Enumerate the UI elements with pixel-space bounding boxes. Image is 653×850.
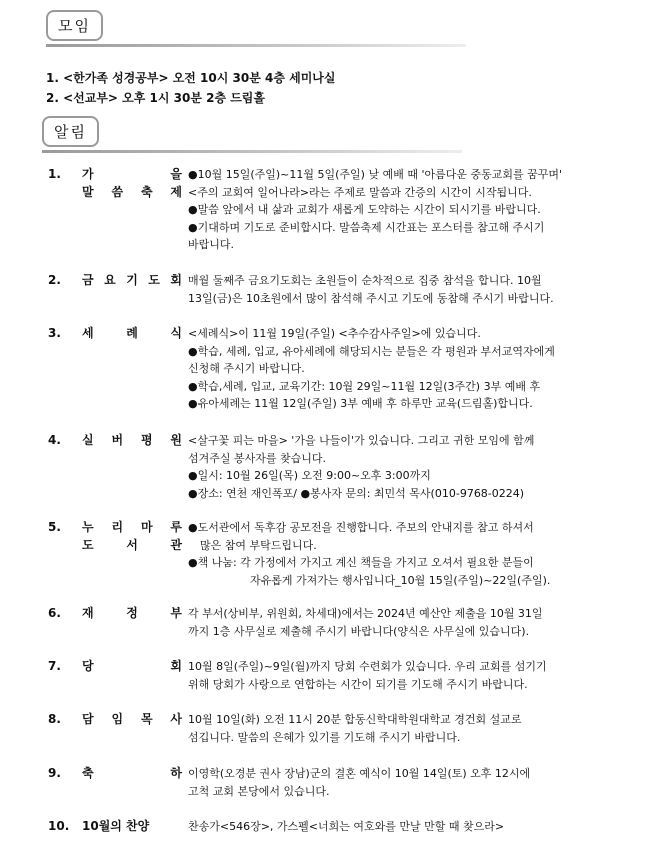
notice-label <box>82 432 182 450</box>
notice-number: 5. <box>48 520 61 534</box>
notice-label-line <box>82 272 182 290</box>
notice-label-char: 누 <box>82 520 94 534</box>
notice-label <box>82 519 182 554</box>
notice-label-char: 가 <box>82 167 94 181</box>
notice-label-line <box>82 658 182 676</box>
notice-label-line <box>82 765 182 783</box>
notice-label-char: 도 <box>148 273 160 287</box>
notice-content-line: ●학습,세례, 입교, 교육기간: 10월 29일~11월 12일(3주간) 3부 예배 후 <box>188 379 541 393</box>
notice-section-title <box>42 116 99 147</box>
notice-label-char: 관 <box>170 537 182 552</box>
notice-label-char: 10월의 찬양 <box>82 819 150 833</box>
gathering-section-divider <box>46 44 466 47</box>
notice-content-line: ●10월 15일(주일)~11월 5일(주일) 낮 예배 때 '아름다운 중동교회를 꿈꾸며' <box>188 168 563 181</box>
notice-content <box>188 272 643 307</box>
notice-label-char: 마 <box>140 520 153 534</box>
notice-content-line: 섬깁니다. 말씀의 은혜가 있기를 기도해 주시기 바랍니다. <box>188 730 461 744</box>
notice-label-char: 제 <box>170 184 182 199</box>
notice-label-char: 리 <box>111 520 124 534</box>
notice-label-char: 목 <box>140 712 153 726</box>
notice-content-line: <주의 교회여 일어나라>라는 주제로 말씀과 간증의 시간이 시작됩니다. <box>188 185 532 199</box>
notice-label-char: 평 <box>140 433 153 447</box>
notice-content-line: 매월 둘째주 금요기도회는 초원들이 순차적으로 집중 참석을 합니다. 10월 <box>188 274 542 287</box>
notice-label-line <box>82 166 182 184</box>
notice-content-line: 섬겨주실 봉사자를 찾습니다. <box>188 451 327 465</box>
gathering-section-title-text: 모임 <box>58 17 91 35</box>
notice-content-line: ●책 나눔: 각 가정에서 가지고 계신 책들을 가지고 오셔서 필요한 분들이 <box>188 556 534 569</box>
notice-content <box>188 605 643 640</box>
notice-label-line <box>82 184 182 202</box>
notice-content-line: ●도서관에서 독후감 공모전을 진행합니다. 주보의 안내지를 참고 하셔서 <box>188 521 534 534</box>
notice-content-line: 자유롭게 가져가는 행사입니다_10월 15일(주일)~22일(주일). <box>250 573 551 587</box>
notice-label-char: 기 <box>126 273 138 287</box>
notice-label-char: 례 <box>126 326 138 340</box>
notice-content <box>188 765 643 800</box>
notice-content-line: ●학습, 세례, 입교, 유아세례에 해당되시는 분들은 각 평원과 부서교역자에게 <box>188 344 555 358</box>
notice-content-line: 10월 10일(화) 오전 11시 20분 합동신학대학원대학교 경건회 설교로 <box>188 713 522 726</box>
notice-content <box>188 818 643 836</box>
notice-content-line: 10월 8일(주일)~9일(월)까지 당회 수련회가 있습니다. 우리 교회를 섬기기 <box>188 660 547 673</box>
notice-content-line: 까지 1층 사무실로 제출해 주시기 바랍니다(양식은 사무실에 있습니다). <box>188 624 530 638</box>
notice-number: 8. <box>48 712 61 726</box>
notice-section-divider <box>42 150 462 153</box>
gathering-list <box>46 68 335 108</box>
notice-label-char: 재 <box>82 606 94 620</box>
notice-content-line: 위해 당회가 사랑으로 연합하는 시간이 되기를 기도해 주시기 바랍니다. <box>188 677 528 691</box>
notice-content <box>188 432 643 502</box>
notice-content-line: <살구꽃 피는 마을> '가을 나들이'가 있습니다. 그리고 귀한 모임에 함께 <box>188 434 535 447</box>
notice-content-line: ●기대하며 기도로 준비합시다. 말씀축제 시간표는 포스터를 참고해 주시기 <box>188 220 545 234</box>
notice-label-char: 임 <box>111 712 124 726</box>
notice-label-char: 부 <box>170 606 182 620</box>
notice-content-line: 고척 교회 본당에서 있습니다. <box>188 784 330 798</box>
notice-content-line: ●일시: 10월 26일(목) 오전 9:00~오후 3:00까지 <box>188 469 431 482</box>
notice-content-line: <세례식>이 11월 19일(주일) <추수감사주일>에 있습니다. <box>188 327 481 340</box>
notice-label-line <box>82 519 182 537</box>
notice-content-line: 찬송가<546장>, 가스펠<너희는 여호와를 만날 만할 때 찾으라> <box>188 820 505 833</box>
notice-label-char: 실 <box>82 433 94 447</box>
notice-number: 4. <box>48 433 61 447</box>
notice-label <box>82 818 182 836</box>
notice-label-char: 을 <box>170 167 182 181</box>
notice-number: 3. <box>48 326 61 340</box>
notice-content-line: ●유아세례는 11월 12일(주일) 3부 예배 후 하루만 교육(드림홀)합니다. <box>188 397 533 410</box>
notice-content <box>188 711 643 746</box>
notice-label-line <box>82 818 182 836</box>
notice-label-char: 세 <box>82 326 94 340</box>
notice-number: 9. <box>48 766 61 780</box>
notice-label-char: 축 <box>82 766 94 780</box>
notice-label-line <box>82 605 182 623</box>
notice-content <box>188 658 643 693</box>
notice-number: 2. <box>48 273 61 287</box>
notice-content-line: 각 부서(상비부, 위원회, 차세대)에서는 2024년 예산안 제출을 10월 31일 <box>188 607 543 620</box>
notice-number: 10. <box>48 819 70 833</box>
notice-label-char: 금 <box>82 273 94 287</box>
notice-label-char: 회 <box>170 273 182 287</box>
notice-label <box>82 166 182 201</box>
notice-content-line: 이영학(오경분 권사 장남)군의 결혼 예식이 10월 14일(토) 오후 12시에 <box>188 767 531 780</box>
notice-label-char: 말 <box>82 184 94 199</box>
gathering-item-2: 2. <선교부> 오후 1시 30분 2층 드림홀 <box>46 91 265 105</box>
notice-content-line: 13일(금)은 10초원에서 많이 참석해 주시고 기도에 동참해 주시기 바랍니다. <box>188 291 554 305</box>
notice-label <box>82 658 182 676</box>
notice-label <box>82 765 182 783</box>
gathering-item-1: 1. <한가족 성경공부> 오전 10시 30분 4층 세미나실 <box>46 71 336 85</box>
notice-label-char: 하 <box>170 766 182 780</box>
notice-label <box>82 605 182 623</box>
notice-content <box>188 519 643 589</box>
notice-label-char: 루 <box>170 520 182 534</box>
notice-number: 1. <box>48 167 61 181</box>
notice-label-char: 버 <box>111 433 124 447</box>
notice-label-char: 원 <box>170 433 182 447</box>
notice-label-char: 서 <box>126 537 138 552</box>
notice-label <box>82 711 182 729</box>
notice-label-line <box>82 711 182 729</box>
notice-content-line: 신청해 주시기 바랍니다. <box>188 362 305 375</box>
notice-label-char: 씀 <box>111 184 124 199</box>
notice-content <box>188 325 643 413</box>
notice-content-line: 바랍니다. <box>188 238 235 251</box>
notice-content-line: 많은 참여 부탁드립니다. <box>200 538 317 552</box>
notice-label-char: 축 <box>140 184 153 199</box>
notice-label-char: 사 <box>170 712 182 726</box>
notice-content-line: ●장소: 연천 재인폭포/ ●봉사자 문의: 최민석 목사(010-9768-0224) <box>188 486 525 500</box>
notice-label-line <box>82 432 182 450</box>
notice-label-char: 담 <box>82 712 94 726</box>
notice-label <box>82 325 182 343</box>
notice-content <box>188 166 643 254</box>
notice-label-char: 정 <box>126 606 138 620</box>
notice-label <box>82 272 182 290</box>
notice-label-char: 요 <box>104 273 116 287</box>
notice-label-char: 식 <box>170 326 182 340</box>
notice-content-line: ●말씀 앞에서 내 삶과 교회가 새롭게 도약하는 시간이 되시기를 바랍니다. <box>188 203 541 216</box>
notice-label-char: 도 <box>82 537 94 552</box>
notice-label-line <box>82 325 182 343</box>
notice-number: 7. <box>48 659 61 673</box>
notice-number: 6. <box>48 606 61 620</box>
gathering-section-title <box>46 10 103 41</box>
notice-label-line <box>82 537 182 555</box>
notice-label-char: 당 <box>82 659 94 673</box>
notice-label-char: 회 <box>170 659 182 673</box>
notice-section-title-text: 알림 <box>54 123 87 141</box>
